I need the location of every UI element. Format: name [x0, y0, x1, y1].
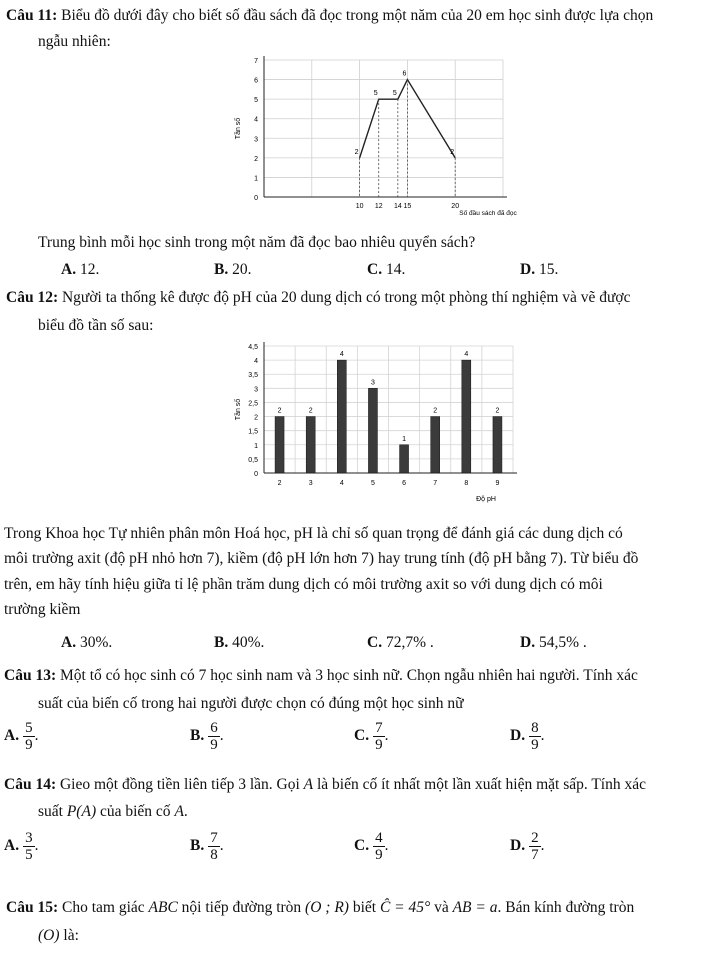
chart1-data-label: 2	[354, 148, 359, 156]
q11-option-a[interactable]: A. 12.	[61, 261, 100, 278]
q13-option-c[interactable]: C. $\frac{7}{9}$ .	[354, 720, 389, 753]
q12-line1	[6, 288, 631, 308]
chart2-y-tick: 1	[254, 442, 258, 450]
q12-para-3: trên, em hãy tính hiệu giữa tỉ lệ phần trăm dung dịch có môi trường axit so với dung dịch có môi	[4, 576, 603, 593]
chart1-y-tick: 7	[254, 58, 258, 65]
q12-option-a[interactable]: A. 30%.	[61, 634, 113, 651]
q11-line1	[6, 6, 653, 26]
chart2-bar	[306, 417, 315, 473]
q13-label: Câu 13:	[4, 667, 57, 684]
chart1-x-label: Số đầu sách đã đọc	[459, 210, 517, 217]
chart2-bar	[337, 360, 346, 473]
chart1-x-tick: 15	[403, 203, 412, 210]
q13-option-d[interactable]: D. $\frac{8}{9}$ .	[510, 720, 545, 753]
chart1-y-tick: 4	[254, 116, 258, 124]
q14-option-a[interactable]: A. $\frac{3}{5}$ .	[4, 830, 39, 863]
chart1-data-label: 2	[450, 148, 455, 156]
chart1-data-label: 5	[392, 90, 397, 98]
chart2-y-tick: 2,5	[248, 400, 258, 408]
chart2-y-tick: 4,5	[248, 344, 258, 351]
chart1-y-tick: 1	[254, 175, 258, 183]
q13-text-2: suất của biến cố trong hai người được chọn có đúng một học sinh nữ	[38, 695, 464, 712]
chart2-y-tick: 3,5	[248, 372, 258, 380]
q11-label: Câu 11:	[6, 7, 58, 24]
chart2-x-tick: 8	[464, 480, 469, 487]
q14-option-c[interactable]: C. $\frac{4}{9}$ .	[354, 830, 389, 863]
q11-question: Trung bình mỗi học sinh trong một năm đã đọc bao nhiêu quyển sách?	[38, 234, 476, 251]
chart2-data-label: 2	[308, 407, 313, 415]
ph-bar-chart	[228, 336, 528, 516]
chart2-bar	[368, 388, 377, 473]
q12-para-2: môi trường axit (độ pH nhỏ hơn 7), kiềm (độ pH lớn hơn 7) hay trung tính (độ pH bằng 7). Từ biểu đồ	[4, 550, 639, 567]
q13-option-b[interactable]: B. $\frac{6}{9}$ .	[190, 720, 224, 753]
q11-text-2: ngẫu nhiên:	[38, 33, 111, 50]
q12-text-1: Người ta thống kê được độ pH của 20 dung dịch có trong một phòng thí nghiệm và vẽ được	[61, 289, 631, 306]
chart2-data-label: 2	[495, 407, 500, 415]
chart2-data-label: 4	[339, 351, 344, 359]
q14-label: Câu 14:	[4, 776, 57, 793]
q13-line1	[4, 666, 638, 686]
chart2-x-tick: 6	[402, 480, 407, 487]
chart1-x-tick: 20	[451, 203, 460, 210]
q12-para-4: trường kiềm	[4, 601, 81, 618]
chart2-data-label: 2	[433, 407, 438, 415]
q14-line2: suất P(A) của biến cố A.	[38, 803, 188, 820]
chart2-y-tick: 4	[254, 358, 258, 366]
q15-line1: Câu 15: Cho tam giác ABC nội tiếp đường tròn (O ; R) biết Ĉ = 45° và AB = a. Bán kính đường tròn	[6, 899, 635, 916]
chart1-x-tick: 12	[374, 203, 383, 210]
chart2-bar	[275, 417, 284, 473]
chart2-y-tick: 2	[254, 414, 258, 422]
q12-text-2: biểu đồ tần số sau:	[38, 317, 154, 334]
chart2-y-tick: 1,5	[248, 428, 258, 436]
q11-text-1: Biểu đồ dưới đây cho biết số đầu sách đã đọc trong một năm của 20 em học sinh được lựa chọn	[61, 7, 654, 24]
q13-option-a[interactable]: A. $\frac{5}{9}$ .	[4, 720, 39, 753]
chart2-bar	[493, 417, 502, 473]
chart1-y-tick: 2	[254, 155, 258, 163]
q14-option-d[interactable]: D. $\frac{2}{7}$ .	[510, 830, 545, 863]
chart2-data-label: 4	[464, 351, 469, 359]
chart2-y-tick: 0,5	[248, 456, 258, 464]
q11-option-d[interactable]: D. 15.	[520, 261, 559, 278]
chart1-grid	[264, 60, 503, 197]
chart2-x-tick: 3	[308, 480, 313, 487]
chart2-x-tick: 9	[495, 480, 500, 487]
chart1-labels	[233, 71, 517, 217]
chart1-y-tick: 6	[254, 77, 258, 85]
chart1-y-tick: 3	[254, 136, 258, 144]
q12-option-d[interactable]: D. 54,5% .	[520, 634, 587, 651]
chart1-y-label: Tần số	[235, 117, 242, 140]
q12-para-1: Trong Khoa học Tự nhiên phân môn Hoá học, pH là chỉ số quan trọng để đánh giá các dung dịch có	[4, 525, 623, 542]
q14-option-b[interactable]: B. $\frac{7}{8}$ .	[190, 830, 224, 863]
chart2-bar	[431, 417, 440, 473]
chart2-y-tick: 0	[254, 471, 258, 478]
chart2-data-label: 3	[370, 379, 375, 387]
q15-label: Câu 15:	[6, 899, 59, 916]
chart1-data-label: 6	[402, 70, 407, 78]
chart1-ticks	[254, 58, 459, 210]
books-line-chart	[228, 52, 528, 222]
chart2-data-label: 1	[402, 435, 407, 443]
chart2-x-label: Độ pH	[476, 496, 496, 503]
chart2-y-tick: 3	[254, 386, 258, 394]
chart1-y-tick: 0	[254, 195, 258, 202]
chart2-bar	[462, 360, 471, 473]
chart1-x-tick: 10	[355, 203, 364, 210]
chart1-axes	[264, 56, 507, 197]
chart2-bar	[400, 445, 409, 473]
chart1-x-tick: 14	[393, 203, 402, 210]
chart1-y-tick: 5	[254, 97, 258, 105]
chart2-axes	[264, 342, 517, 473]
q13-text-1: Một tổ có học sinh có 7 học sinh nam và 3 học sinh nữ. Chọn ngẫu nhiên hai người. Tính xác	[59, 667, 638, 684]
chart2-data-label: 2	[277, 407, 282, 415]
chart2-grid	[264, 346, 513, 473]
q11-option-b[interactable]: B. 20.	[214, 261, 252, 278]
chart2-y-label: Tần số	[235, 398, 242, 421]
q15-line2: (O) là:	[38, 927, 79, 944]
chart2-x-tick: 5	[370, 480, 375, 487]
q11-option-c[interactable]: C. 14.	[367, 261, 406, 278]
chart2-x-tick: 4	[339, 480, 344, 487]
chart2-x-tick: 7	[433, 480, 438, 487]
q14-line1: Câu 14: Gieo một đồng tiền liên tiếp 3 lần. Gọi A là biến cố ít nhất một lần xuất hiện mặt sấp. Tính xác	[4, 776, 646, 793]
chart1-data-label: 5	[373, 90, 378, 98]
chart2-x-tick: 2	[277, 480, 282, 487]
q12-label: Câu 12:	[6, 289, 59, 306]
q12-option-c[interactable]: C. 72,7% .	[367, 634, 434, 651]
q12-option-b[interactable]: B. 40%.	[214, 634, 265, 651]
